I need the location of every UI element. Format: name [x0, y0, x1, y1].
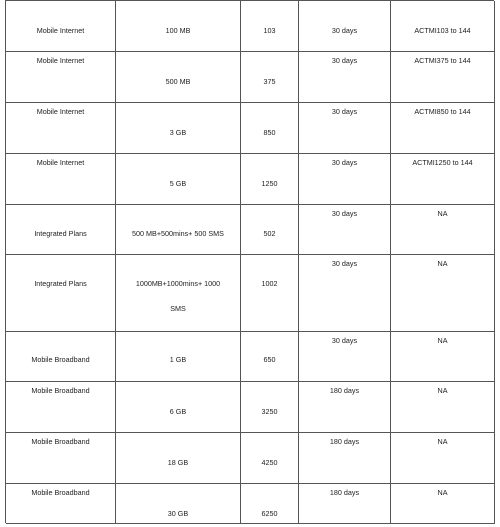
plan-name: Integrated Plans: [34, 279, 87, 288]
table-cell-price: [241, 255, 299, 332]
table-cell-benefit: [116, 255, 241, 332]
table-cell-validity: [299, 255, 391, 332]
activation-code: NA: [437, 437, 448, 446]
table-cell-code: [391, 382, 495, 433]
table-cell-plan: [6, 484, 116, 524]
table-cell-price: [241, 205, 299, 255]
table-cell-price: [241, 103, 299, 154]
validity-text: 180 days: [329, 488, 360, 497]
plan-name: Mobile Broadband: [31, 355, 90, 364]
table-cell-benefit: [116, 433, 241, 484]
plan-name: Mobile Internet: [36, 56, 85, 65]
table-cell-plan: [6, 433, 116, 484]
price-text: 6250: [261, 509, 278, 518]
table-cell-code: [391, 332, 495, 382]
table-cell-validity: [299, 1, 391, 52]
activation-code: NA: [437, 488, 448, 497]
price-text: 3250: [261, 407, 278, 416]
plan-name: Mobile Broadband: [31, 386, 90, 395]
benefit-text: 500 MB+500mins+ 500 SMS: [132, 229, 224, 238]
table-cell-benefit: [116, 205, 241, 255]
table-cell-price: [241, 332, 299, 382]
plan-name: Mobile Internet: [36, 107, 85, 116]
table-cell-benefit: [116, 484, 241, 524]
table-cell-plan: [6, 1, 116, 52]
table-cell-benefit: [116, 154, 241, 205]
validity-text: 180 days: [329, 386, 360, 395]
benefit-text: 100 MB: [165, 26, 191, 35]
table-cell-code: [391, 52, 495, 103]
table-cell-code: [391, 433, 495, 484]
price-text: 375: [263, 77, 276, 86]
benefit-text: 6 GB: [169, 407, 187, 416]
plan-name: Integrated Plans: [34, 229, 87, 238]
table-cell-plan: [6, 205, 116, 255]
plan-name: Mobile Internet: [36, 26, 85, 35]
benefit-text: 500 MB: [165, 77, 191, 86]
price-text: 850: [263, 128, 276, 137]
benefit-text: 1000MB+1000mins+ 1000: [135, 279, 221, 288]
activation-code: ACTMI375 to 144: [414, 56, 471, 65]
table-cell-plan: [6, 52, 116, 103]
price-text: 1002: [261, 279, 278, 288]
validity-text: 30 days: [331, 158, 358, 167]
table-cell-benefit: [116, 382, 241, 433]
table-cell-code: [391, 103, 495, 154]
activation-code: NA: [437, 386, 448, 395]
activation-code: ACTMI103 to 144: [414, 26, 471, 35]
table-cell-price: [241, 484, 299, 524]
table-cell-benefit: [116, 332, 241, 382]
activation-code: NA: [437, 209, 448, 218]
benefit-text: 1 GB: [169, 355, 187, 364]
price-text: 1250: [261, 179, 278, 188]
activation-code: ACTMI1250 to 144: [412, 158, 473, 167]
table-cell-code: [391, 1, 495, 52]
validity-text: 30 days: [331, 26, 358, 35]
table-cell-price: [241, 382, 299, 433]
benefit-text: 3 GB: [169, 128, 187, 137]
benefit-text: 30 GB: [167, 509, 189, 518]
table-cell-benefit: [116, 103, 241, 154]
validity-text: 30 days: [331, 336, 358, 345]
table-cell-price: [241, 52, 299, 103]
validity-text: 180 days: [329, 437, 360, 446]
activation-code: NA: [437, 259, 448, 268]
table-cell-plan: [6, 332, 116, 382]
table-cell-price: [241, 1, 299, 52]
validity-text: 30 days: [331, 209, 358, 218]
price-text: 502: [263, 229, 276, 238]
table-cell-benefit: [116, 52, 241, 103]
validity-text: 30 days: [331, 107, 358, 116]
table-cell-price: [241, 154, 299, 205]
price-text: 4250: [261, 458, 278, 467]
price-text: 103: [263, 26, 276, 35]
table-cell-validity: [299, 433, 391, 484]
benefit-text: 5 GB: [169, 179, 187, 188]
table-cell-validity: [299, 332, 391, 382]
plans-table: [5, 0, 494, 523]
table-cell-price: [241, 433, 299, 484]
plan-name: Mobile Broadband: [31, 437, 90, 446]
table-cell-validity: [299, 103, 391, 154]
table-cell-plan: [6, 255, 116, 332]
table-cell-validity: [299, 154, 391, 205]
activation-code: ACTMI850 to 144: [414, 107, 471, 116]
table-cell-validity: [299, 484, 391, 524]
validity-text: 30 days: [331, 56, 358, 65]
table-cell-plan: [6, 154, 116, 205]
plan-name: Mobile Internet: [36, 158, 85, 167]
table-cell-benefit: [116, 1, 241, 52]
table-cell-plan: [6, 382, 116, 433]
table-cell-validity: [299, 382, 391, 433]
table-cell-code: [391, 205, 495, 255]
table-cell-validity: [299, 52, 391, 103]
plan-name: Mobile Broadband: [31, 488, 90, 497]
table-cell-code: [391, 484, 495, 524]
table-cell-code: [391, 154, 495, 205]
validity-text: 30 days: [331, 259, 358, 268]
benefit-text-line2: SMS: [170, 304, 186, 313]
table-cell-code: [391, 255, 495, 332]
price-text: 650: [263, 355, 276, 364]
table-cell-validity: [299, 205, 391, 255]
table-cell-plan: [6, 103, 116, 154]
activation-code: NA: [437, 336, 448, 345]
benefit-text: 18 GB: [167, 458, 189, 467]
